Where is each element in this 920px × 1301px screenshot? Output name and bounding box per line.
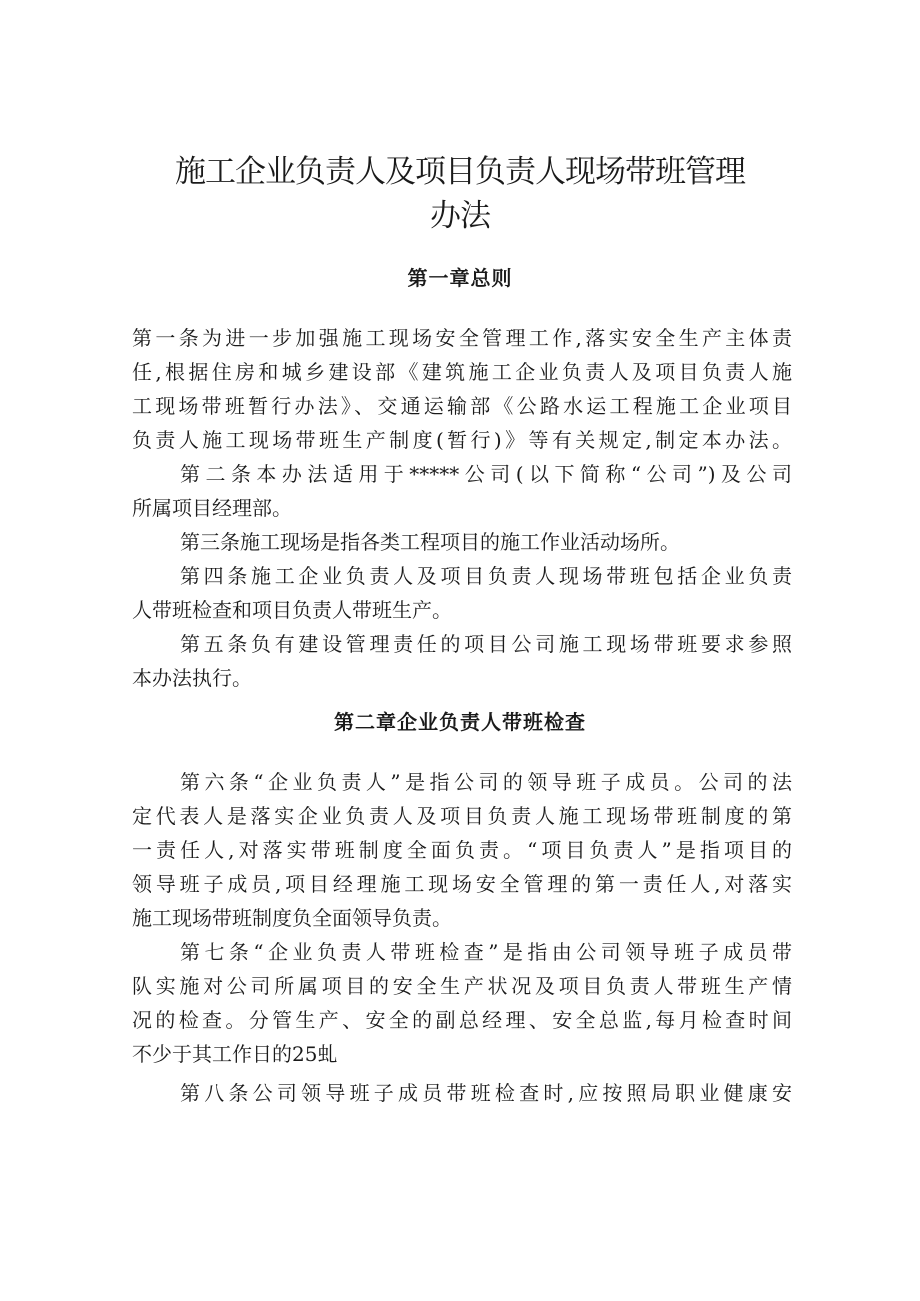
article-3 [132,525,792,559]
article-6-line: 一责任人,对落实带班制度全面负责。“项目负责人”是指项目的 [132,838,792,862]
article-6-line: 领导班子成员,项目经理施工现场安全管理的第一责任人,对落实 [132,872,792,896]
article-8 [132,1076,792,1110]
article-6-line: 定代表人是落实企业负责人及项目负责人施工现场带班制度的第 [132,804,792,828]
article-2-line: 所属项目经理部。 [132,496,292,520]
article-7 [132,935,792,1071]
article-4 [132,559,792,627]
article-3-line: 第三条施工现场是指各类工程项目的施工作业活动场所。 [180,530,680,554]
article-7-line: 不少于其工作日的25虬 [132,1042,338,1066]
article-5 [132,627,792,695]
article-1 [132,321,792,457]
document-title-line-2: 办法 [430,198,490,234]
article-1-line: 工现场带班暂行办法》、交通运输部《公路水运工程施工企业项目 [132,394,792,418]
article-7-line: 况的检查。分管生产、安全的副总经理、安全总监,每月检查时间 [132,1008,792,1032]
article-6-line: 施工现场带班制度负全面领导负责。 [132,906,452,930]
article-5-line: 本办法执行。 [132,666,252,690]
article-2 [132,457,792,525]
article-6 [132,765,792,935]
article-7-line: 第七条“企业负责人带班检查”是指由公司领导班子成员带 [180,940,792,964]
article-1-line: 任,根据住房和城乡建设部《建筑施工企业负责人及项目负责人施 [132,360,792,384]
article-2-line: 第二条本办法适用于*****公司(以下简称“公司”)及公司 [180,462,792,486]
article-8-line: 第八条公司领导班子成员带班检查时,应按照局职业健康安 [180,1081,792,1105]
article-1-line: 负责人施工现场带班生产制度(暂行)》等有关规定,制定本办法。 [132,428,792,452]
document-title-line-1: 施工企业负责人及项目负责人现场带班管理 [175,154,745,190]
article-6-line: 第六条“企业负责人”是指公司的领导班子成员。公司的法 [180,770,792,794]
chapter-2-heading: 第二章企业负责人带班检查 [334,710,586,734]
article-4-line: 第四条施工企业负责人及项目负责人现场带班包括企业负责 [180,564,792,588]
chapter-1-heading: 第一章总则 [407,266,513,290]
article-1-line: 第一条为进一步加强施工现场安全管理工作,落实安全生产主体责 [132,326,792,350]
article-4-line: 人带班检查和项目负责人带班生产。 [132,598,452,622]
article-5-line: 第五条负有建设管理责任的项目公司施工现场带班要求参照 [180,632,792,656]
article-7-line: 队实施对公司所属项目的安全生产状况及项目负责人带班生产情 [132,974,792,998]
